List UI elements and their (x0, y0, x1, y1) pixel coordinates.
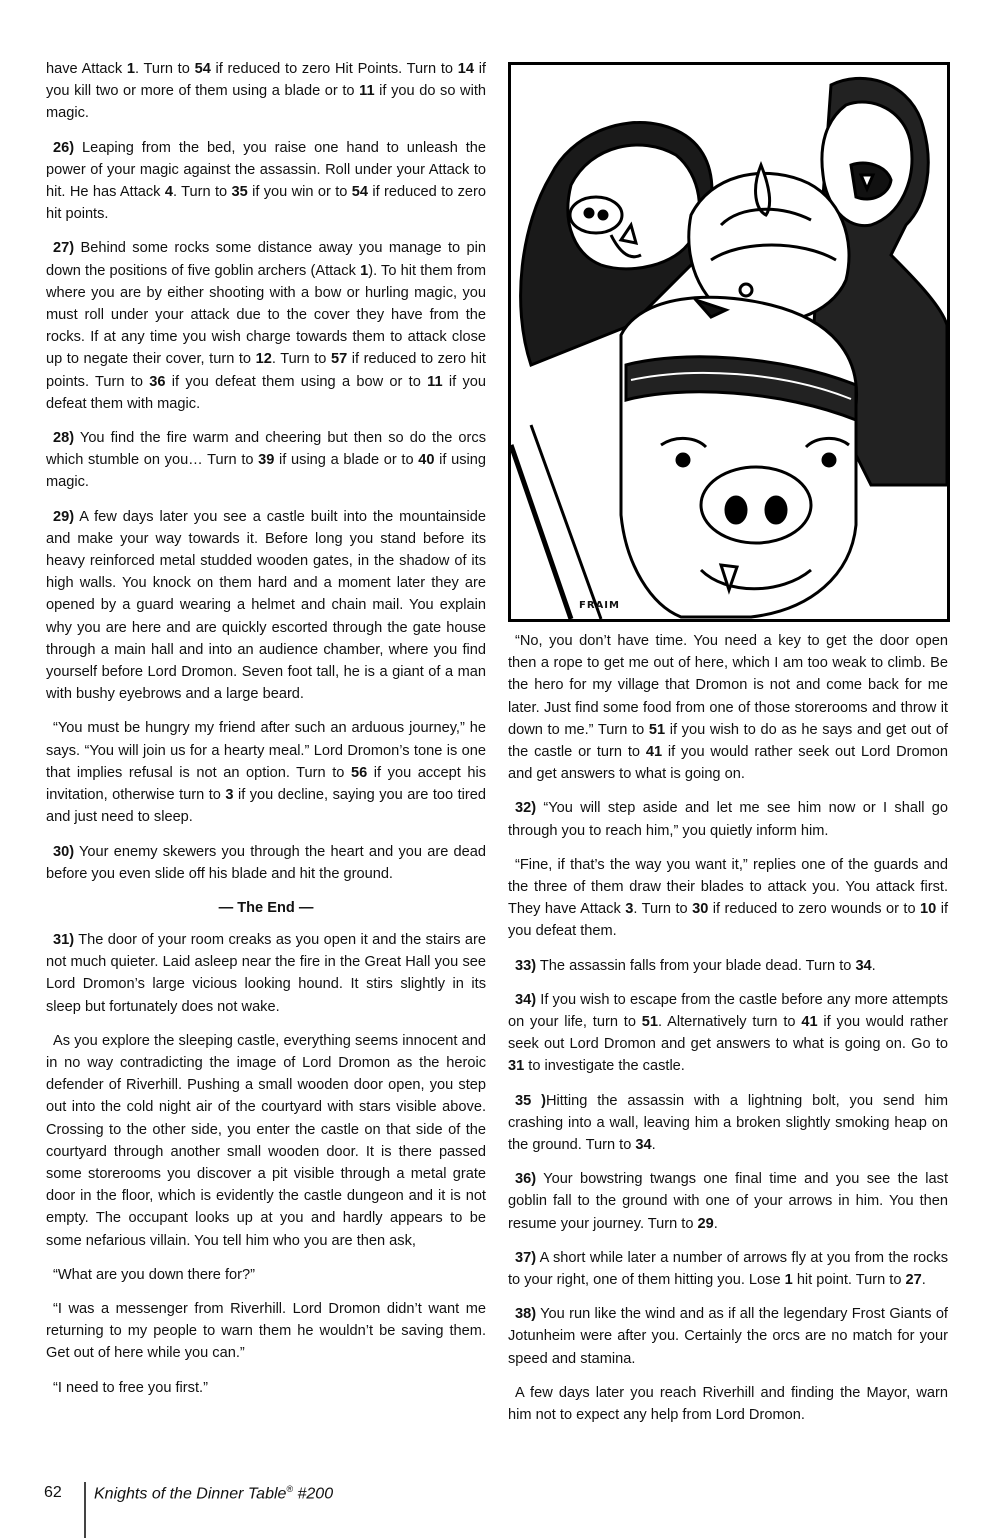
page-number: 62 (44, 1484, 62, 1501)
paragraph-35: 35 )Hitting the assassin with a lightning bolt, you send him crashing into a wall, leaving him a broken slightly smoking heap on the ground. Turn to 34. (508, 1092, 948, 1154)
paragraph-31-free: “I need to free you first.” (53, 1379, 208, 1396)
paragraph-36: 36) Your bowstring twangs one final time and you see the last goblin fall to the ground with one of your arrows in him. You then resume your journey. Turn to 29. (508, 1171, 948, 1232)
paragraph-28: 28) You find the fire warm and cheering but then so do the orcs which stumble on you… Turn to 39 if using a blade or to 40 if using magic. (46, 430, 486, 491)
paragraph-31: 31) The door of your room creaks as you open it and the stairs are not much quieter. Laid asleep near the fire in the Great Hall you see Lord Dromon’s large vicious looking hound. It stirs slightly in its sleep but fortunately does not wake. (46, 931, 486, 1015)
paragraph-29: 29) A few days later you see a castle built into the mountainside and make your way towards it. Before long you stand before its heavy reinforced metal studded wooden gates, in the shadow of its high walls. You knock on them hard and a moment later they are opened by a guard wearing a helmet and chain mail. You explain why you are here and are quickly escorted through the gate house through a main hall and into an audience chamber, where you find yourself before Lord Dromon. Seven foot tall, he is a giant of a man with bushy eyebrows and a large beard. (46, 508, 486, 703)
orc-drawing (511, 65, 947, 619)
orc-illustration (508, 62, 950, 622)
paragraph-31-prisoner: “No, you don’t have time. You need a key to get the door open then a rope to get me out of here, which I am too weak to climb. Be the hero for my village that Dromon is not and come back for me later. Just find some food from one of those storerooms and throw it down to me.” Turn to 51 if you wish to do as he says and get out of the castle or turn to 41 if you would rather seek out Lord Dromon and get answers to what is going on. (508, 633, 948, 783)
paragraph-27: 27) Behind some rocks some distance away you manage to pin down the positions of five goblin archers (Attack 1). To hit them from where you are by either shooting with a bow or hurling magic, you must roll under your attack due to the cover they have from the rocks. If at any time you wish charge towards them to attack close up to negate their cover, turn to 12. Turn to 57 if reduced to zero hit points. Turn to 36 if you defeat them using a bow or to 11 if you defeat them with magic. (46, 240, 487, 412)
page-footer (0, 1468, 994, 1538)
paragraph-33: 33) The assassin falls from your blade dead. Turn to 34. (515, 957, 876, 974)
paragraph-30: 30) Your enemy skewers you through the heart and you are dead before you even slide off his blade and hit the ground. (46, 843, 486, 882)
artist-signature: FRAIM (579, 600, 620, 611)
paragraph-31-messenger: “I was a messenger from Riverhill. Lord Dromon didn’t want me returning to my people to warn them he wouldn’t be saving them. Get out of here while you can.” (46, 1300, 486, 1362)
paragraph-37: 37) A short while later a number of arrows fly at you from the rocks to your right, one of them hitting you. Lose 1 hit point. Turn to 27. (508, 1249, 948, 1289)
paragraph-34: 34) If you wish to escape from the castle before any more attempts on your life, turn to 51. Alternatively turn to 41 if you would rather seek out Lord Dromon and get answers to what is going on. Go to 31 to investigate the castle. (508, 991, 948, 1075)
paragraph-38-riverhill: A few days later you reach Riverhill and finding the Mayor, warn him not to expect any help from Lord Dromon. (508, 1384, 948, 1424)
footer-divider (84, 1482, 86, 1538)
paragraph-26: 26) Leaping from the bed, you raise one hand to unleash the power of your magic against the assassin. Roll under your Attack to hit. He has Attack 4. Turn to 35 if you win or to 54 if reduced to zero hit points. (46, 139, 487, 223)
paragraph-31-explore: As you explore the sleeping castle, everything seems innocent and in no way contradicting the image of Lord Dromon as the heroic defender of Riverhill. Pushing a small wooden door open, you step out into the cold night air of the courtyard with stars visible above. Crossing to the other side, you enter the castle on that side of the courtyard through another small wooden door. It is there passed some storerooms you discover a pit visible through a metal grate door in the floor, which is evidently the castle dungeon and it is not empty. The occupant looks up at you and hardly appears to be some nefarious villain. You tell him who you are then ask, (46, 1032, 486, 1249)
paragraph-31-question: “What are you down there for?” (53, 1266, 255, 1283)
left-column (46, 58, 486, 1411)
right-column (508, 630, 948, 1438)
paragraph-38: 38) You run like the wind and as if all the legendary Frost Giants of Jotunheim were after you. Certainly the orcs are no match for your speed and stamina. (508, 1306, 948, 1367)
the-end-heading: — The End — (218, 899, 314, 916)
paragraph-32: 32) “You will step aside and let me see him now or I shall go through you to reach him,” you quietly inform him. (508, 800, 948, 839)
paragraph-32-guards: “Fine, if that’s the way you want it,” replies one of the guards and the three of them draw their blades to attack you. You attack first. They have Attack 3. Turn to 30 if reduced to zero wounds or to 10 if you defeat them. (508, 856, 948, 940)
paragraph-29-dialogue: “You must be hungry my friend after such an arduous journey,” he says. “You will join us for a hearty meal.” Lord Dromon’s tone is one that implies refusal is not an option. Turn to 56 if you accept his invitation, otherwise turn to 3 if you decline, saying you are too tired and just need to sleep. (46, 720, 486, 826)
publication-title: Knights of the Dinner Table® #200 (94, 1484, 334, 1503)
paragraph-25-continued: have Attack 1. Turn to 54 if reduced to zero Hit Points. Turn to 14 if you kill two or more of them using a blade or to 11 if you do so with magic. (46, 61, 486, 122)
